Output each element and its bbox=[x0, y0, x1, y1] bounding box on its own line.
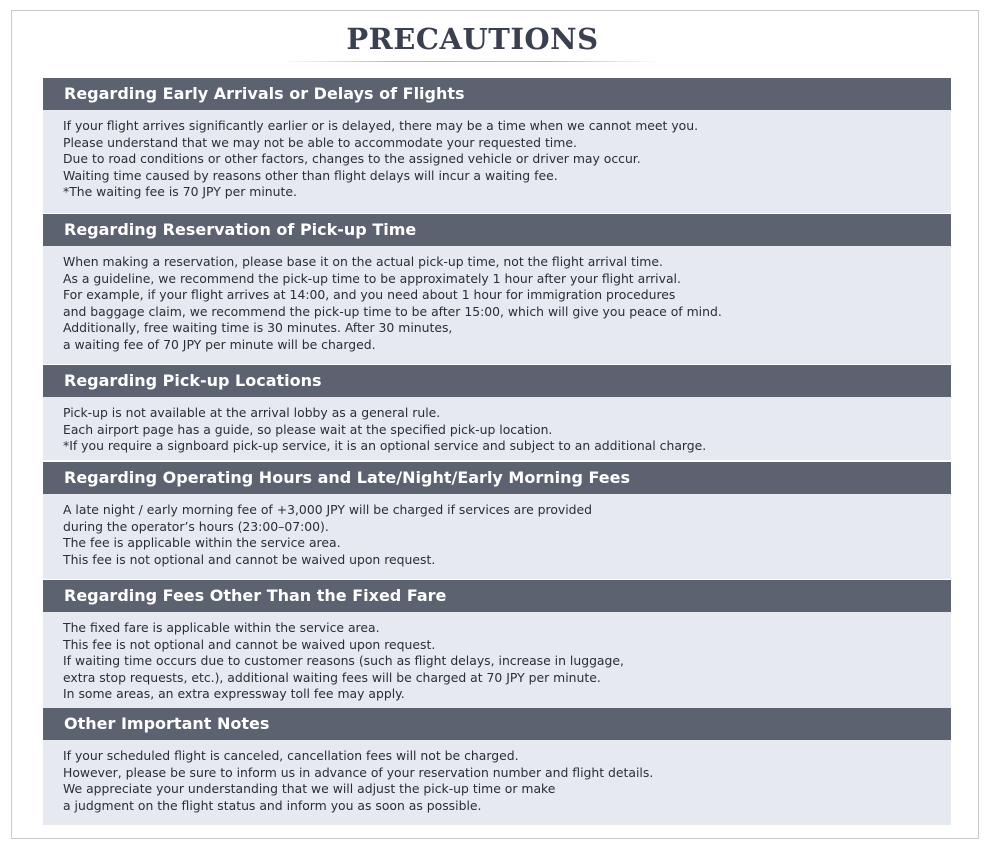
body-line: a waiting fee of 70 JPY per minute will be charged. bbox=[63, 336, 376, 352]
body-line: If your scheduled flight is canceled, cancellation fees will not be charged. bbox=[63, 748, 519, 763]
body-line: As a guideline, we recommend the pick-up time to be approximately 1 hour after your flight arrival. bbox=[63, 270, 681, 286]
body-line: The fee is applicable within the service area. bbox=[63, 535, 341, 550]
body-line: In some areas, an extra expressway toll fee may apply. bbox=[63, 686, 405, 701]
body-line: If waiting time occurs due to customer reasons (such as flight delays, increase in luggage, bbox=[63, 653, 624, 668]
body-line: extra stop requests, etc.), additional waiting fees will be charged at 70 JPY per minute. bbox=[63, 669, 601, 685]
section-heading: Regarding Fees Other Than the Fixed Fare bbox=[43, 580, 951, 612]
body-line: A late night / early morning fee of +3,000 JPY will be charged if services are provided bbox=[63, 502, 593, 517]
body-line: For example, if your flight arrives at 14:00, and you need about 1 hour for immigration procedures bbox=[63, 287, 676, 302]
body-line: The fixed fare is applicable within the service area. bbox=[63, 620, 380, 635]
body-line: Each airport page has a guide, so please wait at the specified pick-up location. bbox=[63, 421, 553, 437]
section-pickup-locations bbox=[43, 365, 951, 460]
body-line: Waiting time caused by reasons other than flight delays will incur a waiting fee. bbox=[63, 167, 558, 183]
body-line: *If you require a signboard pick-up service, it is an optional service and subject to an additional charge. bbox=[63, 438, 707, 453]
section-heading: Regarding Reservation of Pick-up Time bbox=[43, 214, 951, 246]
body-line: Pick-up is not available at the arrival lobby as a general rule. bbox=[63, 405, 441, 420]
section-body bbox=[43, 740, 951, 825]
body-line: a judgment on the flight status and inform you as soon as possible. bbox=[63, 797, 482, 813]
body-line: Additionally, free waiting time is 30 minutes. After 30 minutes, bbox=[63, 320, 453, 335]
body-line: *The waiting fee is 70 JPY per minute. bbox=[63, 184, 297, 199]
body-line: We appreciate your understanding that we will adjust the pick-up time or make bbox=[63, 781, 556, 796]
section-body bbox=[43, 246, 951, 364]
body-line: and baggage claim, we recommend the pick-up time to be after 15:00, which will give you peace of mind. bbox=[63, 303, 722, 319]
section-body bbox=[43, 612, 951, 708]
body-line: When making a reservation, please base it on the actual pick-up time, not the flight arrival time. bbox=[63, 254, 663, 269]
section-other-notes bbox=[43, 708, 951, 825]
body-line: Please understand that we may not be able to accommodate your requested time. bbox=[63, 134, 577, 150]
body-line: However, please be sure to inform us in advance of your reservation number and flight details. bbox=[63, 764, 654, 780]
body-line: This fee is not optional and cannot be waived upon request. bbox=[63, 551, 436, 567]
section-operating-hours bbox=[43, 462, 951, 579]
section-body bbox=[43, 110, 951, 213]
section-other-fees bbox=[43, 580, 951, 708]
section-body bbox=[43, 397, 951, 460]
section-heading: Other Important Notes bbox=[43, 708, 951, 740]
section-heading: Regarding Early Arrivals or Delays of Flights bbox=[43, 78, 951, 110]
section-body bbox=[43, 494, 951, 579]
body-line: during the operator’s hours (23:00–07:00). bbox=[63, 518, 329, 534]
page-title: PRECAUTIONS bbox=[346, 22, 599, 56]
body-line: This fee is not optional and cannot be waived upon request. bbox=[63, 636, 436, 652]
body-line: Due to road conditions or other factors, changes to the assigned vehicle or driver may occur. bbox=[63, 151, 641, 166]
title-divider bbox=[280, 61, 662, 62]
section-heading: Regarding Pick-up Locations bbox=[43, 365, 951, 397]
section-heading: Regarding Operating Hours and Late/Night/Early Morning Fees bbox=[43, 462, 951, 494]
section-pickup-time bbox=[43, 214, 951, 364]
body-line: If your flight arrives significantly earlier or is delayed, there may be a time when we cannot meet you. bbox=[63, 118, 699, 133]
section-early-arrivals bbox=[43, 78, 951, 213]
